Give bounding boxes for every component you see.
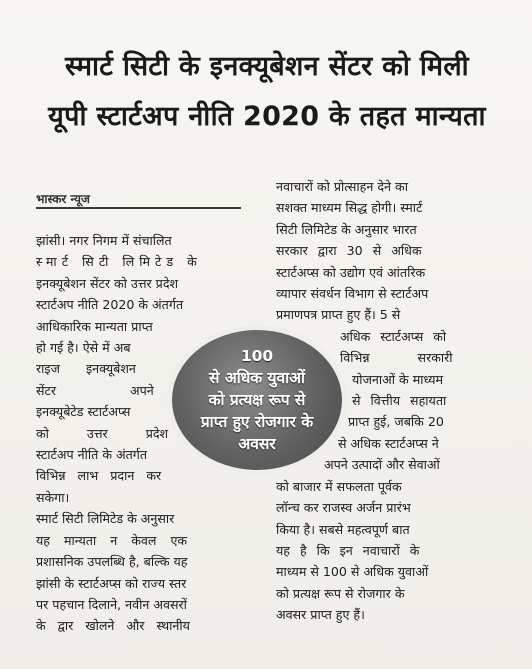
body-line: स्मार्ट सिटी लिमिटेड के	[36, 254, 202, 270]
body-line: झांसी। नगर निगम में संचालित	[36, 233, 172, 248]
body-line: यह है कि इन नवाचारों के	[276, 542, 420, 558]
body-line: प्रशासनिक उपलब्धि है, बल्कि यह	[36, 554, 188, 570]
body-line: स्मार्ट सिटी लिमिटेड के अनुसार	[36, 511, 175, 527]
body-line: सशक्त माध्यम सिद्ध होगी। स्मार्ट	[276, 200, 423, 216]
body-line: अपने उत्पादों और सेवाओं	[324, 457, 440, 473]
callout-line: प्राप्त हुए रोजगार के	[200, 413, 314, 431]
body-line: योजनाओं के माध्यम	[352, 371, 444, 387]
body-line: सकेगा।	[36, 489, 70, 505]
body-line: प्रमाणपत्र प्राप्त हुए हैं। 5 से	[276, 307, 401, 323]
headline	[14, 42, 520, 142]
body-line: माध्यम से 100 से अधिक युवाओं	[276, 564, 429, 580]
body-line: नवाचारों को प्रोत्साहन देने का	[276, 179, 408, 194]
callout-line: को प्रत्यक्ष रूप से	[208, 391, 306, 409]
body-line: विभिन्न लाभ प्रदान कर	[36, 468, 162, 484]
body-line: से अधिक स्टार्टअप्स ने	[338, 435, 439, 451]
body-line: स्टार्टअप नीति 2020 के अंतर्गत	[36, 297, 184, 313]
body-line: को प्रत्यक्ष रूप से रोजगार के	[276, 585, 405, 601]
body-line: इनक्यूबेटेड स्टार्टअप्स	[36, 404, 131, 420]
headline-line-1: स्मार्ट सिटी के इनक्यूबेशन सेंटर को मिली	[65, 51, 469, 82]
callout-number: 100	[240, 347, 274, 365]
body-line: आधिकारिक मान्यता प्राप्त	[36, 318, 153, 334]
body-line: किया है। सबसे महत्वपूर्ण बात	[276, 521, 410, 537]
body-line: विभिन्न सरकारी	[340, 350, 453, 366]
body-line: पर पहचान दिलाने, नवीन अवसरों	[36, 596, 187, 612]
body-line: झांसी के स्टार्टअप्स को राज्य स्तर	[36, 575, 187, 591]
body-line: के द्वार खोलने और स्थानीय	[36, 618, 190, 634]
body-line: प्राप्त हुई, जबकि 20	[348, 414, 444, 430]
byline: भास्कर न्यूज	[36, 192, 90, 206]
callout-bubble	[172, 330, 342, 470]
body-line: से वित्तीय सहायता	[352, 393, 447, 409]
callout-line: अवसर	[238, 435, 276, 453]
headline-line-2: यूपी स्टार्टअप नीति 2020 के तहत मान्यता	[48, 101, 486, 132]
body-line: सेंटर अपने	[36, 382, 154, 398]
body-line: सरकार द्वारा 30 से अधिक	[276, 243, 422, 259]
body-line: सिटी लिमिटेड के अनुसार भारत	[276, 221, 417, 237]
body-line: राइज इनक्यूबेशन	[36, 361, 136, 377]
body-line: अधिक स्टार्टअप्स को	[340, 328, 447, 344]
body-line: इनक्यूबेशन सेंटर को उत्तर प्रदेश	[36, 275, 179, 291]
body-line: को बाजार में सफलता पूर्वक	[276, 478, 402, 494]
body-line: स्टार्टअप नीति के अंतर्गत	[36, 447, 148, 463]
body-line: लॉन्च कर राजस्व अर्जन प्रारंभ	[276, 500, 411, 516]
body-line: स्टार्टअप्स को उद्योग एवं आंतरिक	[276, 264, 426, 280]
body-line: व्यापार संवर्धन विभाग से स्टार्टअप	[276, 286, 429, 302]
body-line: को उत्तर प्रदेश	[36, 425, 169, 441]
byline-divider	[36, 207, 241, 209]
body-line: अवसर प्राप्त हुए हैं।	[276, 607, 365, 623]
callout-line: से अधिक युवाओं	[208, 369, 306, 387]
body-line: यह मान्यता न केवल एक	[36, 532, 188, 548]
body-line: हो गई है। ऐसे में अब	[36, 340, 131, 356]
